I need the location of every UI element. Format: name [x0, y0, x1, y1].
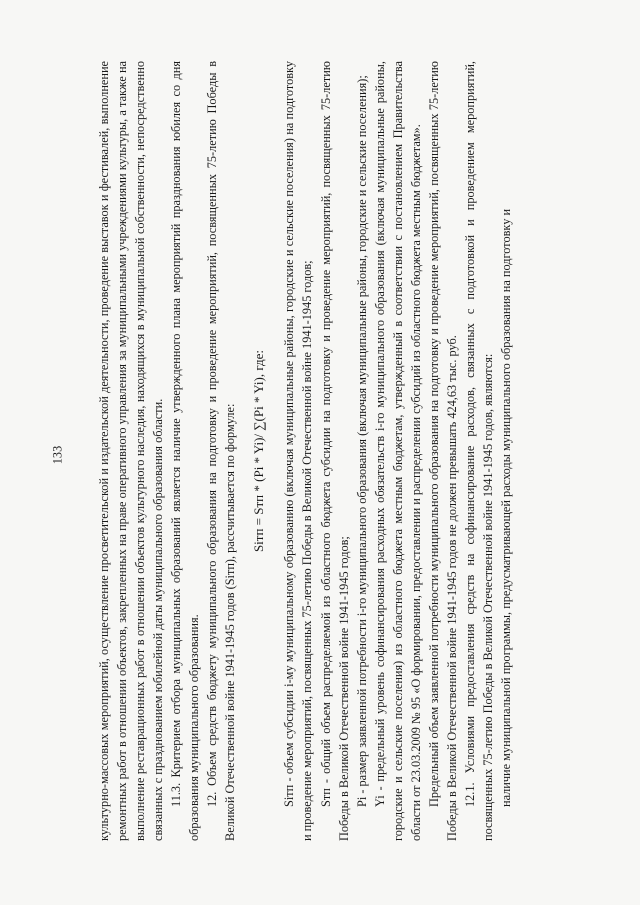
rotated-text-block: [95, 61, 515, 841]
paragraph-continuation: культурно-массовых мероприятий, осуществление просветительской и издательской деятельности, проведение выставок и фестивалей, выполнение ремонтных работ в отношении объектов, закрепленных на праве оперативного управления за муниципальными учреждениями культуры, а также на выполнение реставрационных работ в отношении объектов культурного наследия, находящихся в муниципальной собственности, непосредственно связанных с празднованием юбилейной даты муниципального образования области.: [97, 61, 166, 841]
definition-pi: Pi - размер заявленной потребности i-го муниципального образования (включая муниципальные районы, городские и сельские поселения);: [354, 75, 369, 807]
formula: Siтп = Sтп * (Pi * Yi)/ ∑(Pi * Yi), где:: [251, 349, 267, 553]
paragraph-conditions: 12.1. Условиями предоставления средств на софинансирование расходов, связанных с подготовкой и проведением мероприятий, посвященных 75-летию Победы в Великой Отечественной войне 1941-1945 годов, являются:: [462, 61, 495, 841]
definition-sitp: Siтп - объем субсидии i-му муниципальному образованию (включая муниципальные районы, городские и сельские поселения) на подготовку и проведение мероприятий, посвященных 75-летию Победы в Великой Отечественной войне 1941-1945 годов;: [282, 61, 315, 841]
page-number: 133: [50, 445, 65, 465]
paragraph-program: наличие муниципальной программы, предусматривающей расходы муниципального образования на подготовку и: [498, 208, 513, 807]
paragraph-criterion: 11.3. Критерием отбора муниципальных образований является наличие утвержденного плана мероприятий празднования юбилея со дня образования муниципального образования.: [169, 61, 202, 841]
definition-yi: Yi - предельный уровень софинансирования расходных обязательств i-го муниципального образования (включая муниципальные районы, городские и сельские поселения) из областного бюджета местным бюджетам, утвержденный в соответствии с постановлением Правительства области от 23.03.2009 № 95 «О формировании, предоставлении и распределении субсидий из областного бюджета местным бюджетам».: [372, 61, 423, 841]
paragraph-funding-volume: 12. Объем средств бюджету муниципального образования на подготовку и проведение мероприятий, посвященных 75-летию Победы в Великой Отечественной войне 1941-1945 годов (Siтп), рассчитывается по формуле:: [205, 61, 238, 841]
paragraph-max-volume: Предельный объем заявленной потребности муниципального образования на подготовку и проведение мероприятий, посвященных 75-летию Победы в Великой Отечественной войне 1941-1945 годов не должен превышать 424,63 тыс. руб.: [426, 61, 459, 841]
definition-stp: Sтп - общий объем распределяемой из областного бюджета субсидии на подготовку и проведение мероприятий, посвященных 75-летию Победы в Великой Отечественной войне 1941-1945 годов;: [318, 61, 351, 841]
